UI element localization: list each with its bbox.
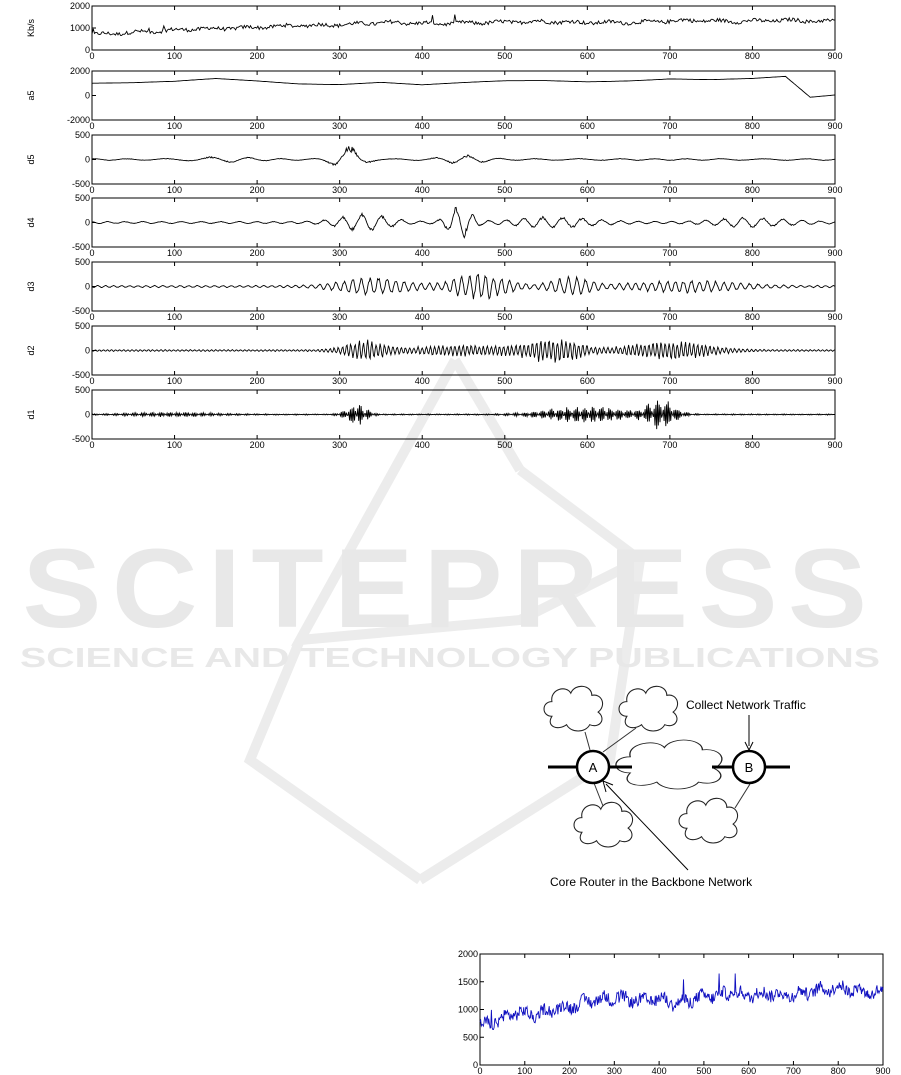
x-tick-label: 800	[830, 1066, 846, 1075]
x-tick-label: 900	[827, 312, 843, 322]
y-tick-label: -500	[71, 370, 90, 380]
x-tick-label: 0	[477, 1066, 483, 1075]
watermark-logo: SCITEPRESS	[22, 526, 878, 651]
y-tick-label: 500	[74, 257, 90, 267]
x-tick-label: 0	[89, 248, 95, 258]
y-tick-label: 0	[84, 45, 90, 55]
x-tick-label: 100	[167, 248, 183, 258]
y-tick-label: 1500	[457, 976, 478, 987]
x-tick-label: 500	[497, 248, 513, 258]
y-tick-label: 2000	[69, 1, 90, 11]
x-tick-label: 200	[249, 376, 265, 386]
y-axis-label: a5	[26, 90, 36, 101]
x-tick-label: 400	[414, 440, 430, 450]
x-tick-label: 900	[827, 185, 843, 195]
y-tick-label: 0	[84, 281, 90, 292]
y-axis-label: d5	[26, 154, 36, 165]
x-tick-label: 600	[579, 312, 595, 322]
x-tick-label: 400	[414, 248, 430, 258]
x-tick-label: 300	[332, 376, 348, 386]
y-tick-label: 500	[74, 193, 90, 203]
x-tick-label: 0	[89, 440, 95, 450]
x-tick-label: 0	[89, 121, 95, 131]
y-tick-label: 0	[84, 217, 90, 228]
x-tick-label: 300	[332, 185, 348, 195]
x-tick-label: 900	[827, 440, 843, 450]
x-tick-label: 800	[744, 51, 760, 61]
x-tick-label: 400	[414, 376, 430, 386]
x-tick-label: 100	[167, 51, 183, 61]
x-tick-label: 300	[332, 440, 348, 450]
y-tick-label: 0	[84, 90, 90, 101]
y-tick-label: 1000	[69, 23, 90, 33]
x-tick-label: 200	[249, 51, 265, 61]
x-tick-label: 700	[662, 121, 678, 131]
y-tick-label: 500	[462, 1032, 478, 1043]
y-tick-label: 0	[84, 409, 90, 420]
x-tick-label: 700	[662, 51, 678, 61]
x-tick-label: 700	[662, 312, 678, 322]
x-tick-label: 900	[875, 1066, 891, 1075]
x-tick-label: 500	[497, 312, 513, 322]
y-tick-label: 0	[84, 345, 90, 356]
y-tick-label: -500	[71, 306, 90, 316]
x-tick-label: 500	[497, 185, 513, 195]
x-tick-label: 500	[497, 51, 513, 61]
y-tick-label: 500	[74, 385, 90, 395]
x-tick-label: 400	[651, 1066, 667, 1075]
x-tick-label: 300	[332, 121, 348, 131]
x-tick-label: 100	[167, 376, 183, 386]
y-tick-label: 500	[74, 321, 90, 331]
x-tick-label: 800	[744, 440, 760, 450]
x-tick-label: 600	[579, 376, 595, 386]
x-tick-label: 100	[167, 121, 183, 131]
x-tick-label: 400	[414, 312, 430, 322]
x-tick-label: 200	[249, 121, 265, 131]
y-tick-label: -500	[71, 434, 90, 444]
x-tick-label: 400	[414, 51, 430, 61]
x-tick-label: 700	[662, 185, 678, 195]
y-tick-label: -500	[71, 242, 90, 252]
x-tick-label: 100	[167, 312, 183, 322]
core-router-label: Core Router in the Backbone Network	[550, 875, 753, 889]
x-tick-label: 900	[827, 248, 843, 258]
x-tick-label: 800	[744, 185, 760, 195]
x-tick-label: 200	[249, 312, 265, 322]
x-tick-label: 100	[517, 1066, 533, 1075]
x-tick-label: 0	[89, 185, 95, 195]
x-tick-label: 500	[497, 376, 513, 386]
x-tick-label: 700	[785, 1066, 801, 1075]
x-tick-label: 500	[497, 440, 513, 450]
x-tick-label: 200	[249, 248, 265, 258]
y-axis-label: d4	[26, 217, 36, 228]
x-tick-label: 500	[497, 121, 513, 131]
y-tick-label: 500	[74, 130, 90, 140]
panel-traffic	[458, 949, 891, 1075]
series-line-traffic	[480, 974, 883, 1030]
x-tick-label: 0	[89, 312, 95, 322]
y-tick-label: -500	[71, 179, 90, 189]
y-axis-label: Kb/s	[26, 18, 36, 38]
x-tick-label: 900	[827, 121, 843, 131]
x-tick-label: 800	[744, 248, 760, 258]
x-tick-label: 200	[249, 185, 265, 195]
y-tick-label: -2000	[66, 115, 90, 125]
y-tick-label: 2000	[457, 949, 478, 959]
y-tick-label: 0	[84, 154, 90, 165]
x-tick-label: 200	[249, 440, 265, 450]
x-tick-label: 700	[662, 376, 678, 386]
x-tick-label: 800	[744, 312, 760, 322]
x-tick-label: 100	[167, 185, 183, 195]
y-axis-label: d1	[26, 409, 36, 420]
x-tick-label: 900	[827, 51, 843, 61]
x-tick-label: 0	[89, 51, 95, 61]
x-tick-label: 600	[579, 440, 595, 450]
collect-traffic-label: Collect Network Traffic	[686, 698, 806, 712]
x-tick-label: 400	[414, 185, 430, 195]
router-a-label: A	[588, 760, 598, 775]
x-tick-label: 900	[827, 376, 843, 386]
x-tick-label: 200	[562, 1066, 578, 1075]
y-tick-label: 2000	[69, 66, 90, 76]
x-tick-label: 300	[332, 51, 348, 61]
x-tick-label: 100	[167, 440, 183, 450]
watermark-tagline: SCIENCE AND TECHNOLOGY PUBLICATIONS	[20, 642, 880, 673]
x-tick-label: 600	[579, 51, 595, 61]
x-tick-label: 0	[89, 376, 95, 386]
x-tick-label: 800	[744, 121, 760, 131]
x-tick-label: 600	[741, 1066, 757, 1075]
x-tick-label: 600	[579, 121, 595, 131]
y-axis-label: d2	[26, 345, 36, 356]
x-tick-label: 500	[696, 1066, 712, 1075]
x-tick-label: 700	[662, 248, 678, 258]
x-tick-label: 300	[332, 248, 348, 258]
y-axis-label: d3	[26, 281, 36, 292]
x-tick-label: 800	[744, 376, 760, 386]
y-tick-label: 0	[472, 1060, 478, 1070]
x-tick-label: 700	[662, 440, 678, 450]
x-tick-label: 300	[332, 312, 348, 322]
x-tick-label: 400	[414, 121, 430, 131]
y-tick-label: 1000	[457, 1004, 478, 1015]
x-tick-label: 300	[606, 1066, 622, 1075]
x-tick-label: 600	[579, 185, 595, 195]
router-b-label: B	[744, 760, 754, 775]
x-tick-label: 600	[579, 248, 595, 258]
